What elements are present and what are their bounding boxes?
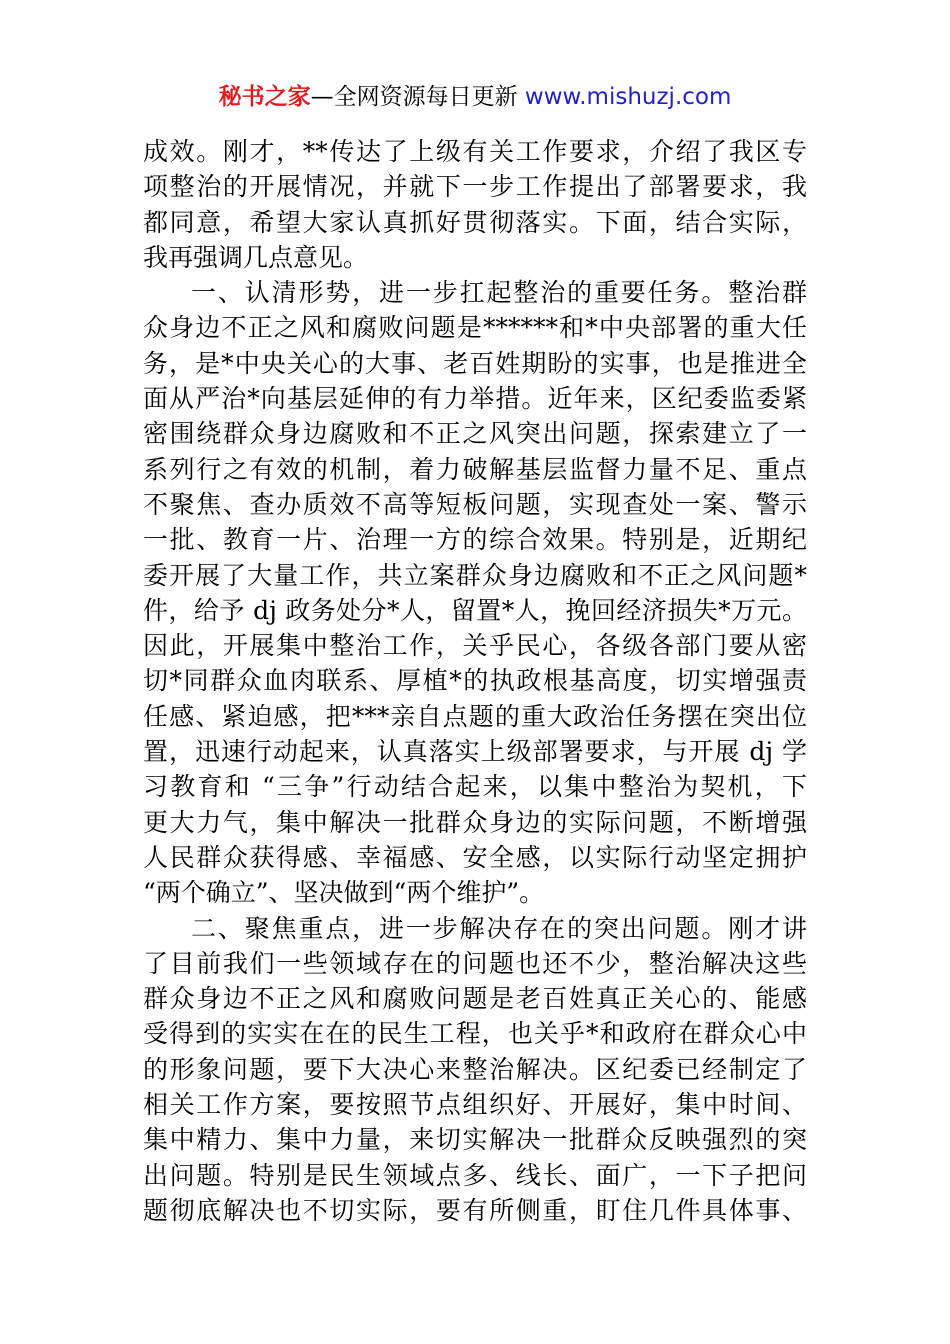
text-line: 一批、教育一片、治理一方的综合效果。特别是，近期纪	[143, 525, 807, 555]
text-line: 群众身边不正之风和腐败问题是老百姓真正关心的、能感	[143, 984, 807, 1014]
text-line: 密围绕群众身边腐败和不正之风突出问题，探索建立了一	[143, 419, 807, 449]
text-line: 任感、紧迫感，把***亲自点题的重大政治任务摆在突出位	[143, 701, 807, 731]
text-line: 项整治的开展情况，并就下一步工作提出了部署要求，我	[143, 172, 807, 202]
text-line: 委开展了大量工作，共立案群众身边腐败和不正之风问题*	[143, 560, 807, 590]
site-tagline: —全网资源每日更新	[310, 84, 525, 110]
text-line: 系列行之有效的机制，着力破解基层监督力量不足、重点	[143, 454, 807, 484]
text-line: 习教育和 “三争”行动结合起来，以集中整治为契机，下	[143, 772, 807, 802]
text-line: 不聚焦、查办质效不高等短板问题，实现查处一案、警示	[143, 489, 807, 519]
text-line: 件，给予 dj 政务处分*人，留置*人，挽回经济损失*万元。	[143, 595, 807, 625]
document-body	[143, 134, 807, 1228]
text-line: 了目前我们一些领域存在的问题也还不少，整治解决这些	[143, 948, 807, 978]
text-line: 众身边不正之风和腐败问题是******和*中央部署的重大任	[143, 313, 807, 343]
site-brand: 秘书之家	[218, 84, 311, 110]
section-heading-line: 二、聚焦重点，进一步解决存在的突出问题。刚才讲	[191, 913, 807, 943]
text-line: 相关工作方案，要按照节点组织好、开展好，集中时间、	[143, 1090, 807, 1120]
site-url-link[interactable]: www.mishuzj.com	[524, 84, 732, 110]
text-line: 集中精力、集中力量，来切实解决一批群众反映强烈的突	[143, 1125, 807, 1155]
text-line: 我再强调几点意见。	[143, 242, 369, 272]
text-line: 受得到的实实在在的民生工程，也关乎*和政府在群众心中	[143, 1019, 807, 1049]
text-line: 出问题。特别是民生领域点多、线长、面广，一下子把问	[143, 1160, 807, 1190]
text-line: 人民群众获得感、幸福感、安全感，以实际行动坚定拥护	[143, 842, 807, 872]
section-heading-line: 一、认清形势，进一步扛起整治的重要任务。整治群	[191, 278, 807, 308]
text-line: 题彻底解决也不切实际，要有所侧重，盯住几件具体事、	[143, 1195, 807, 1225]
text-line: “两个确立”、坚决做到“两个维护”。	[143, 878, 545, 908]
text-line: 的形象问题，要下大决心来整治解决。区纪委已经制定了	[143, 1054, 807, 1084]
text-line: 置，迅速行动起来，认真落实上级部署要求，与开展 dj 学	[143, 737, 807, 767]
text-line: 都同意，希望大家认真抓好贯彻落实。下面，结合实际，	[143, 207, 807, 237]
site-header	[0, 80, 950, 114]
text-line: 成效。刚才，**传达了上级有关工作要求，介绍了我区专	[143, 137, 807, 166]
text-line: 切*同群众血肉联系、厚植*的执政根基高度，切实增强责	[143, 666, 807, 696]
text-line: 面从严治*向基层延伸的有力举措。近年来，区纪委监委紧	[143, 384, 807, 414]
text-line: 更大力气，集中解决一批群众身边的实际问题，不断增强	[143, 807, 807, 837]
text-line: 因此，开展集中整治工作，关乎民心，各级各部门要从密	[143, 631, 807, 661]
text-line: 务，是*中央关心的大事、老百姓期盼的实事，也是推进全	[143, 348, 807, 378]
